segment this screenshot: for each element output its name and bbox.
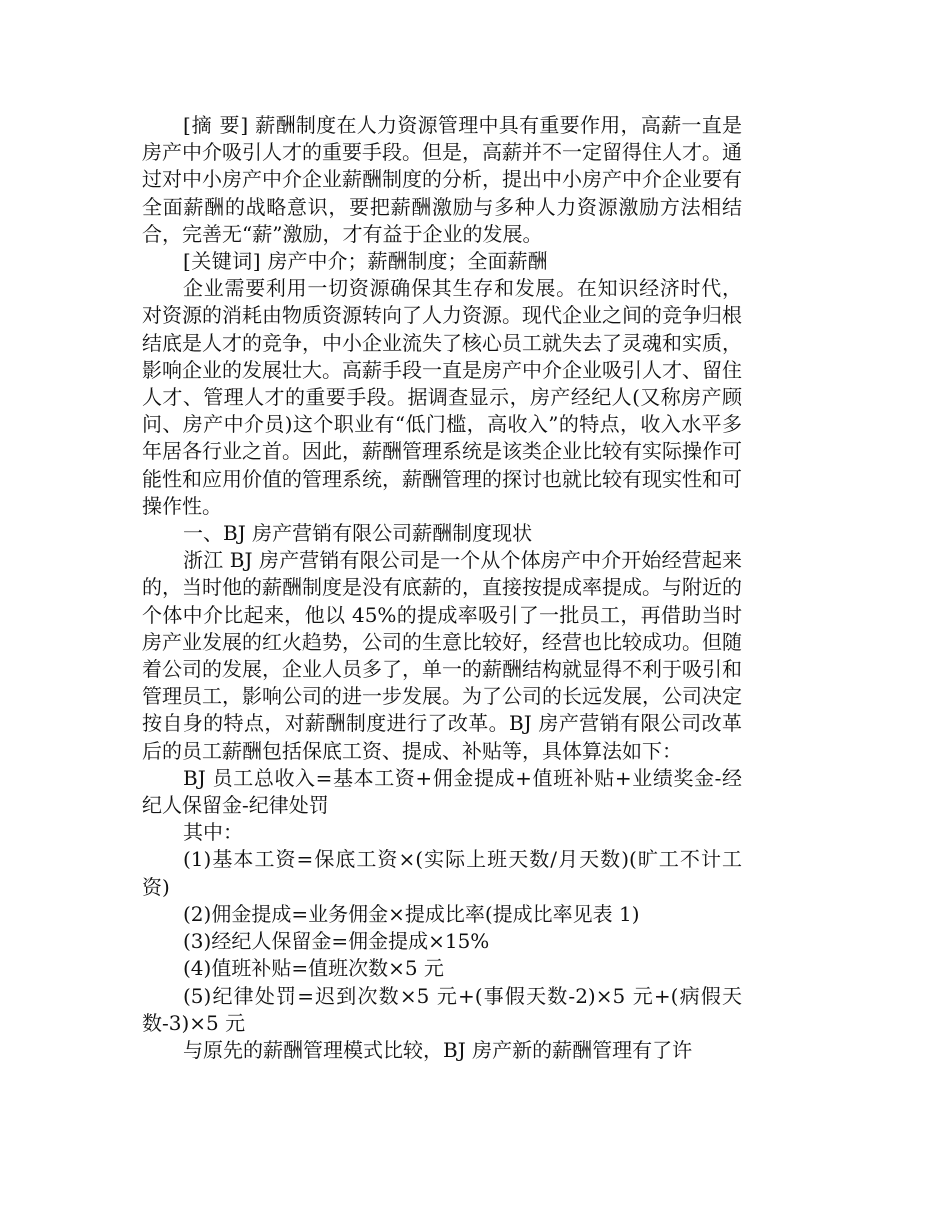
abstract-text: 薪酬制度在人力资源管理中具有重要作用，高薪一直是房产中介吸引人才的重要手段。但是，高薪并不一定留得住人才。通过对中小房产中介企业薪酬制度的分析，提出中小房产中介企业要有全面薪酬的战略意识，要把薪酬激励与多种人力资源激励方法相结合，完善无“薪”激励，才有益于企业的发展。 (142, 113, 743, 246)
among-label: 其中： (183, 820, 243, 845)
formula-item-1: (1)基本工资=保底工资×(实际上班天数/月天数)(旷工不计工资) (142, 847, 742, 899)
formula-item-2: (2)佣金提成=业务佣金×提成比率(提成比率见表 1) (183, 901, 640, 926)
intro-paragraph: 企业需要利用一切资源确保其生存和发展。在知识经济时代，对资源的消耗由物质资源转向了人力资源。现代企业之间的竞争归根结底是人才的竞争，中小企业流失了核心员工就失去了灵魂和实质，影响企业的发展壮大。高薪手段一直是房产中介企业吸引人才、留住人才、管理人才的重要手段。据调查显示，房产经纪人(又称房产顾问、房产中介员)这个职业有“低门槛，高收入”的特点，收入水平多年居各行业之首。因此，薪酬管理系统是该类企业比较有实际操作可能性和应用价值的管理系统，薪酬管理的探讨也就比较有现实性和可操作性。 (142, 276, 742, 518)
formula-item-5: (5)纪律处罚=迟到次数×5 元+(事假天数-2)×5 元+(病假天数-3)×5 元 (142, 983, 742, 1035)
keywords-paragraph (142, 248, 742, 275)
keywords-text: 房产中介；薪酬制度；全面薪酬 (261, 249, 548, 274)
income-formula: BJ 员工总收入=基本工资+佣金提成+值班补贴+业绩奖金-经纪人保留金-纪律处罚 (142, 765, 742, 818)
section-heading: 一、BJ 房产营销有限公司薪酬制度现状 (183, 521, 533, 546)
abstract-label: [摘 要] (183, 113, 249, 137)
document-body (142, 112, 742, 1064)
comparison-paragraph: 与原先的薪酬管理模式比较，BJ 房产新的薪酬管理有了许 (183, 1037, 693, 1062)
formula-item-4: (4)值班补贴=值班次数×5 元 (183, 956, 444, 981)
abstract-paragraph (142, 112, 742, 248)
keywords-label: [关键词] (183, 249, 262, 274)
formula-item-3: (3)经纪人保留金=佣金提成×15% (183, 929, 490, 954)
status-paragraph: 浙江 BJ 房产营销有限公司是一个从个体房产中介开始经营起来的，当时他的薪酬制度是没有底薪的，直接按提成率提成。与附近的个体中介比起来，他以 45%的提成率吸引了一批员工，再借助当时房产业发展的红火趋势，公司的生意比较好，经营也比较成功。但随着公司的发展，企业人员多了，单一的薪酬结构就显得不利于吸引和管理员工，影响公司的进一步发展。为了公司的长远发展，公司决定按自身的特点，对薪酬制度进行了改革。BJ 房产营销有限公司改革后的员工薪酬包括保底工资、提成、补贴等，具体算法如下： (142, 548, 742, 763)
